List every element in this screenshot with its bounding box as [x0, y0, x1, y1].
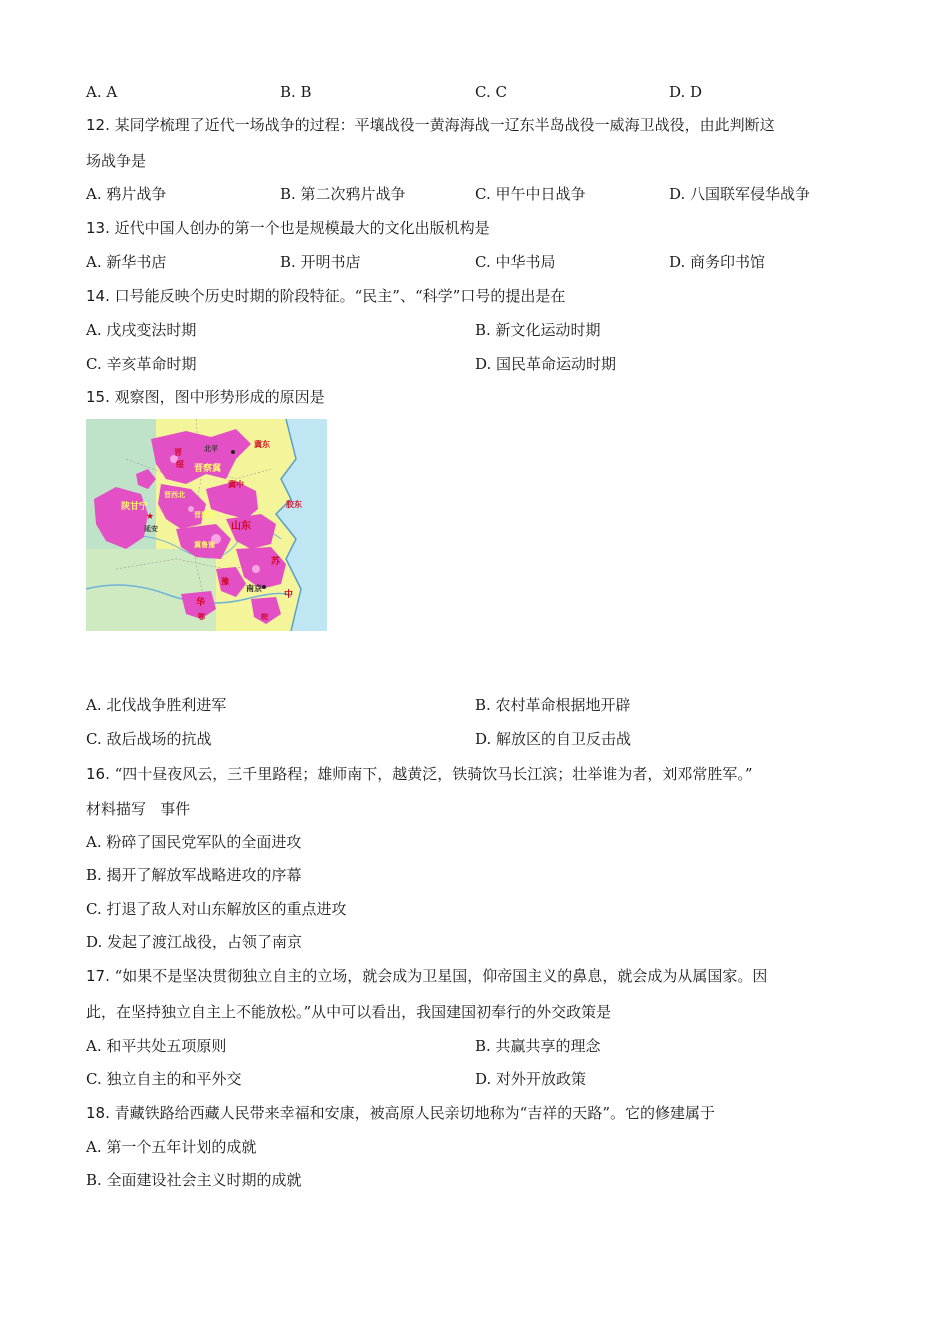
q15-option-c[interactable]: C. 敌后战场的抗战: [86, 730, 212, 748]
q14-number: 14.: [86, 287, 110, 305]
map-label-e: 鄂: [198, 613, 205, 621]
q12-stem-line1: 某同学梳理了近代一场战争的过程：平壤战役一黄海海战一辽东半岛战役一威海卫战役，由此判断这: [114, 116, 775, 134]
q18-number: 18.: [86, 1104, 110, 1122]
q11-option-c[interactable]: C. C: [475, 83, 507, 101]
map-label-jinxibei: 晋西北: [164, 491, 185, 499]
map-label-jin: 晋: [174, 448, 182, 457]
q17-stem-line2: 此，在坚持独立自主上不能放松。”从中可以看出，我国建国初奉行的外交政策是: [86, 1003, 612, 1021]
map-label-jinchaji: 晋察冀: [194, 464, 222, 474]
q13-option-a[interactable]: A. 新华书店: [86, 253, 167, 271]
q18-option-b[interactable]: B. 全面建设社会主义时期的成就: [86, 1171, 302, 1189]
q13-number: 13.: [86, 219, 110, 237]
q16-number: 16.: [86, 765, 110, 783]
q18-option-a[interactable]: A. 第一个五年计划的成就: [86, 1138, 257, 1156]
q11-option-b[interactable]: B. B: [280, 83, 312, 101]
q11-option-d[interactable]: D. D: [669, 83, 703, 101]
q17-option-d[interactable]: D. 对外开放政策: [475, 1070, 587, 1088]
q16-option-c[interactable]: C. 打退了敌人对山东解放区的重点进攻: [86, 900, 347, 918]
q12-option-d[interactable]: D. 八国联军侵华战争: [669, 185, 811, 203]
q13-stem-text: 近代中国人创办的第一个也是规模最大的文化出版机构是: [114, 219, 490, 237]
q12-option-a[interactable]: A. 鸦片战争: [86, 185, 167, 203]
q17-option-a[interactable]: A. 和平共处五项原则: [86, 1037, 227, 1055]
q12-option-c[interactable]: C. 甲午中日战争: [475, 185, 586, 203]
map-label-su: 苏: [271, 557, 281, 567]
q12-stem: [86, 115, 775, 135]
q12-number: 12.: [86, 116, 110, 134]
q15-option-d[interactable]: D. 解放区的自卫反击战: [475, 730, 632, 748]
q14-option-b[interactable]: B. 新文化运动时期: [475, 321, 601, 339]
q17-stem: [86, 966, 767, 986]
q12-stem-line2: 场战争是: [86, 152, 147, 170]
q17-option-c[interactable]: C. 独立自主的和平外交: [86, 1070, 242, 1088]
map-label-yu: 豫: [221, 577, 229, 586]
q13-stem: [86, 218, 490, 238]
q16-stem: [86, 764, 752, 784]
q11-option-a[interactable]: A. A: [86, 83, 118, 101]
q14-stem: [86, 286, 565, 306]
map-label-beiping: 北平: [204, 445, 218, 453]
q13-option-d[interactable]: D. 商务印书馆: [669, 253, 766, 271]
map-label-hua: 华: [196, 598, 206, 608]
q12-option-b[interactable]: B. 第二次鸦片战争: [280, 185, 406, 203]
map-label-nanjing: 南京: [246, 584, 262, 593]
q14-stem-text: 口号能反映个历史时期的阶段特征。“民主”、“科学”口号的提出是在: [114, 287, 566, 305]
q16-option-b[interactable]: B. 揭开了解放军战略进攻的序幕: [86, 866, 302, 884]
q17-number: 17.: [86, 967, 110, 985]
q15-stem: [86, 387, 325, 407]
map-label-sui: 绥: [176, 460, 184, 469]
q13-option-c[interactable]: C. 中华书局: [475, 253, 556, 271]
base-areas-map: [86, 419, 327, 631]
q15-option-a[interactable]: A. 北伐战争胜利进军: [86, 696, 227, 714]
q18-stem: [86, 1103, 715, 1123]
map-label-wan: 皖: [261, 613, 268, 621]
q15-option-b[interactable]: B. 农村革命根据地开辟: [475, 696, 631, 714]
map-label-zhong: 中: [284, 590, 294, 600]
map-label-shangandning: 陕甘宁: [121, 502, 149, 512]
q16-stem-line1: “四十昼夜风云，三千里路程；雄师南下，越黄泛，铁骑饮马长江滨；壮举谁为者，刘邓常胜军。”: [114, 765, 753, 783]
q15-stem-text: 观察图，图中形势形成的原因是: [114, 388, 325, 406]
map-label-jilu: 冀鲁豫: [194, 541, 215, 549]
q14-option-d[interactable]: D. 国民革命运动时期: [475, 355, 617, 373]
map-label-jinjilu: 晋冀豫: [194, 511, 215, 519]
map-label-jidong: 冀东: [254, 440, 270, 449]
map-label-jizhong: 冀中: [228, 480, 244, 489]
map-label-jiaodong: 胶东: [286, 500, 302, 509]
q16-stem-line2: 材料描写 事件: [86, 800, 191, 818]
map-label-shandong: 山东: [231, 521, 251, 532]
q14-option-a[interactable]: A. 戊戌变法时期: [86, 321, 197, 339]
q18-stem-text: 青藏铁路给西藏人民带来幸福和安康，被高原人民亲切地称为“吉祥的天路”。它的修建属于: [114, 1104, 715, 1122]
q14-option-c[interactable]: C. 辛亥革命时期: [86, 355, 197, 373]
svg-text:★: ★: [146, 512, 155, 522]
q17-stem-line1: “如果不是坚决贯彻独立自主的立场，就会成为卫星国，仰帝国主义的鼻息，就会成为从属国家。因: [114, 967, 768, 985]
q16-option-a[interactable]: A. 粉碎了国民党军队的全面进攻: [86, 833, 302, 851]
q15-number: 15.: [86, 388, 110, 406]
map-label-yanan: 延安: [144, 525, 158, 533]
q13-option-b[interactable]: B. 开明书店: [280, 253, 361, 271]
q17-option-b[interactable]: B. 共赢共享的理念: [475, 1037, 601, 1055]
q16-option-d[interactable]: D. 发起了渡江战役，占领了南京: [86, 933, 303, 951]
